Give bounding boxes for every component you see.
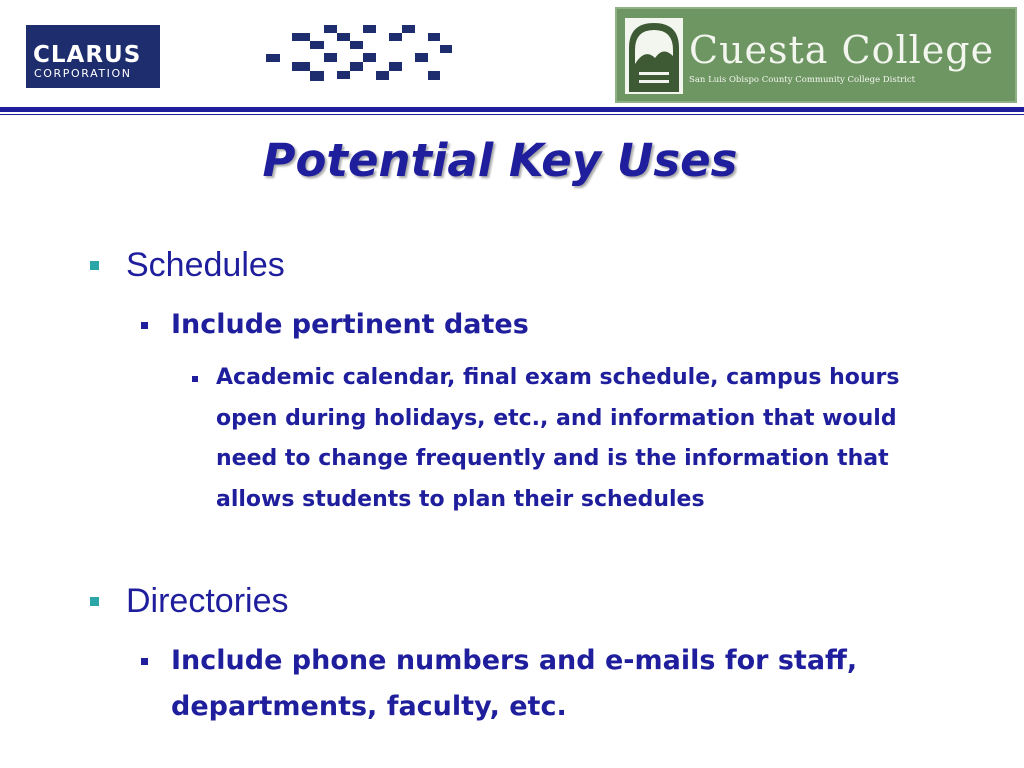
header-rule <box>0 107 1024 112</box>
cuesta-logo-subtitle: San Luis Obispo County Community College District <box>689 75 916 85</box>
bullet-marker <box>90 261 99 270</box>
bullet-marker <box>192 376 198 382</box>
checker-pattern-graphic <box>160 25 460 88</box>
bullet-text: Directories <box>126 582 289 620</box>
bullet-marker <box>90 597 99 606</box>
clarus-logo <box>26 25 160 88</box>
bullet-text: Schedules <box>126 246 285 284</box>
clarus-logo-name: CLARUS <box>33 42 142 68</box>
bullet-marker <box>141 658 148 665</box>
bullet-text: Include pertinent dates <box>171 309 529 340</box>
header-rule-thin <box>0 114 1024 115</box>
slide-title: Potential Key Uses <box>262 134 738 187</box>
bullet-marker <box>141 322 148 329</box>
bullet-text: Include phone numbers and e-mails for staff, departments, faculty, etc. <box>171 645 858 722</box>
cuesta-college-logo <box>615 7 1017 103</box>
bullet-text: Academic calendar, final exam schedule, campus hours open during holidays, etc., and information that would need to change frequently and is the information that allows students to plan their schedules <box>216 365 900 512</box>
clarus-logo-subtitle: CORPORATION <box>34 67 132 80</box>
cuesta-logo-name: Cuesta College <box>689 28 995 72</box>
cuesta-arch-emblem-icon <box>625 18 683 94</box>
